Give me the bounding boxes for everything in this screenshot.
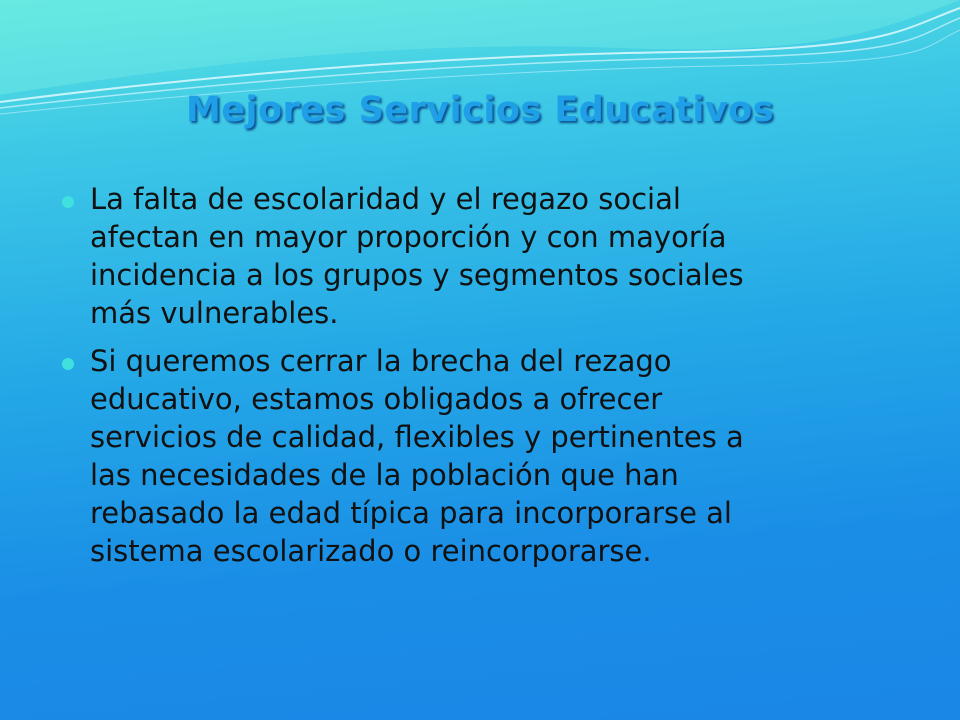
- bullet-dot-icon: [62, 358, 74, 370]
- bullet-list: [62, 180, 942, 580]
- bullet-item: [62, 342, 942, 570]
- bullet-item: [62, 180, 942, 332]
- slide-title: Mejores Servicios Educativos: [185, 90, 775, 130]
- bullet-dot-icon: [62, 196, 74, 208]
- bullet-text: Si queremos cerrar la brecha del rezago educativo, estamos obligados a ofrecer servicios de calidad, flexibles y pertinentes a las necesidades de la población que han rebasado la edad típica para incorporarse al sistema escolarizado o reincorporarse.: [90, 344, 744, 568]
- bullet-text: La falta de escolaridad y el regazo social afectan en mayor proporción y con mayoría incidencia a los grupos y segmentos sociales más vulnerables.: [90, 182, 744, 330]
